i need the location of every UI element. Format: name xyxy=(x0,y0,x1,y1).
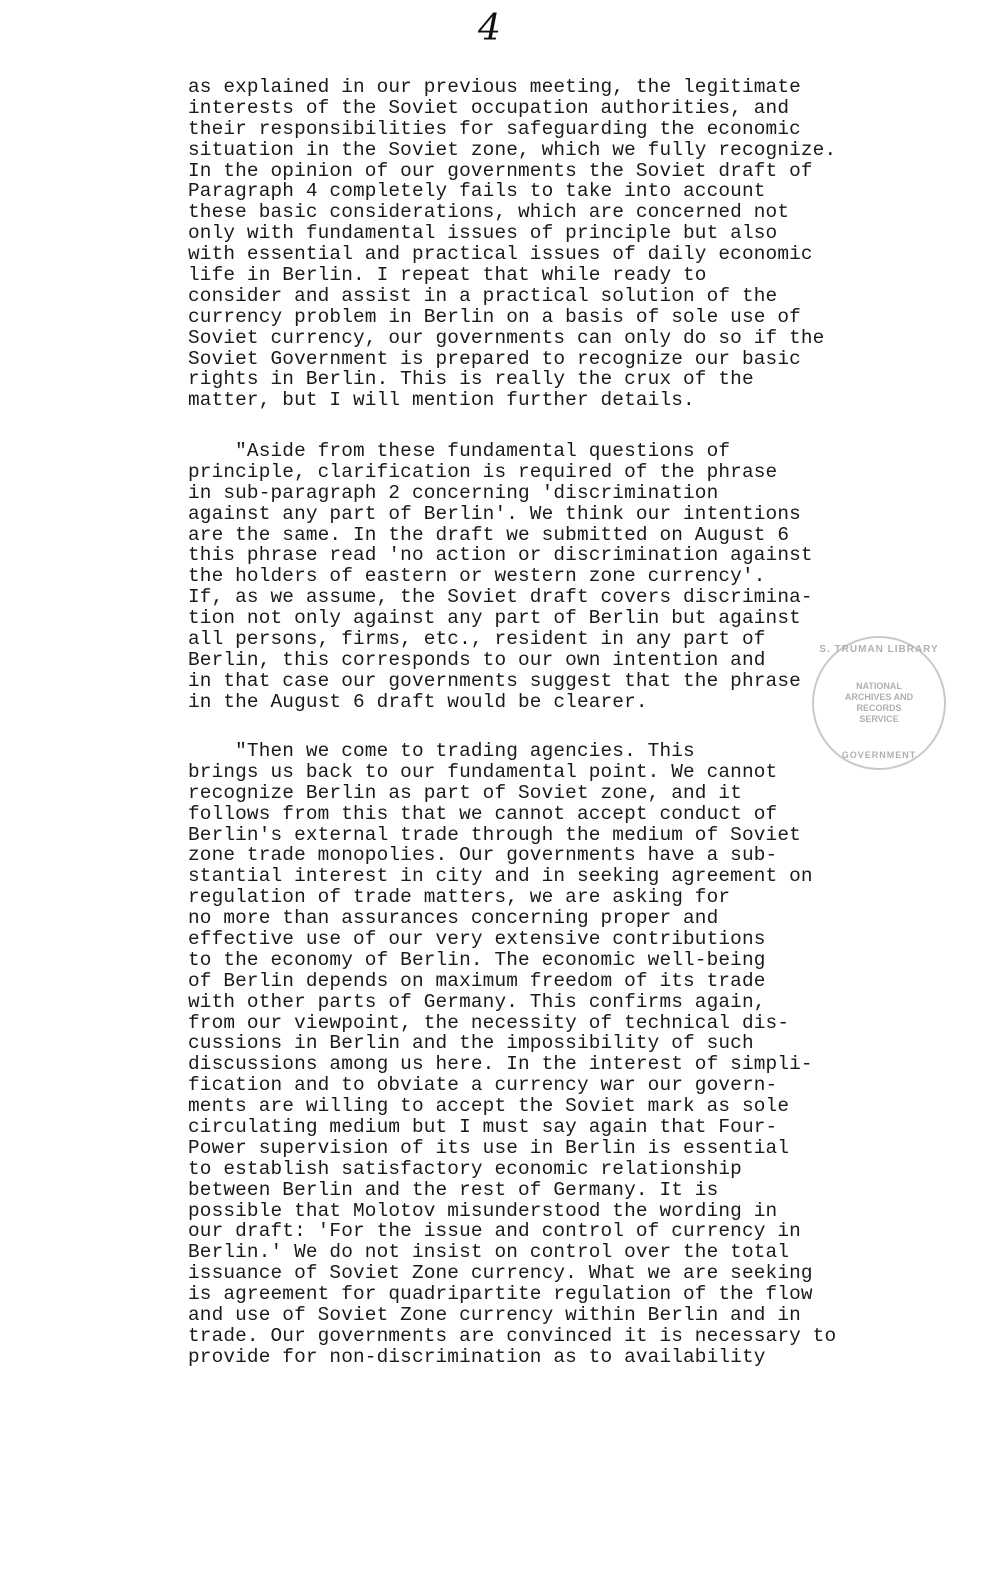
text-line: rights in Berlin. This is really the crux of the xyxy=(188,368,754,391)
text-line: only with fundamental issues of principle but also xyxy=(188,222,778,245)
text-line: with other parts of Germany. This confirms again, xyxy=(188,990,766,1013)
text-line: no more than assurances concerning proper and xyxy=(188,907,719,930)
paragraph-2 xyxy=(188,441,908,713)
text-line: from our viewpoint, the necessity of technical dis- xyxy=(188,1011,790,1034)
text-line: Paragraph 4 completely fails to take into account xyxy=(188,180,766,203)
text-line: Berlin.' We do not insist on control over the total xyxy=(188,1241,790,1264)
text-line: "Then we come to trading agencies. This xyxy=(188,740,695,762)
text-line: in that case our governments suggest that the phrase xyxy=(188,669,801,692)
text-line: brings us back to our fundamental point. We cannot xyxy=(188,760,778,783)
text-line: Soviet Government is prepared to recognize our basic xyxy=(188,347,801,370)
text-line: matter, but I will mention further details. xyxy=(188,389,695,412)
text-line: "Aside from these fundamental questions of xyxy=(188,440,731,462)
text-line: Berlin, this corresponds to our own intention and xyxy=(188,648,766,671)
text-line: this phrase read 'no action or discrimination against xyxy=(188,544,813,567)
stamp-bottom-text: GOVERNMENT xyxy=(841,750,917,760)
text-line: Soviet currency, our governments can only do so if the xyxy=(188,326,825,349)
text-line: effective use of our very extensive contributions xyxy=(188,928,766,951)
text-line: against any part of Berlin'. We think our intentions xyxy=(188,502,801,525)
text-line: Power supervision of its use in Berlin is essential xyxy=(188,1136,790,1159)
text-line: these basic considerations, which are concerned not xyxy=(188,201,790,224)
text-line: regulation of trade matters, we are asking for xyxy=(188,886,731,909)
text-line: and use of Soviet Zone currency within Berlin and in xyxy=(188,1304,801,1327)
stamp-inner-line-4: SERVICE xyxy=(859,714,899,724)
text-line: Berlin's external trade through the medium of Soviet xyxy=(188,823,801,846)
text-line: interests of the Soviet occupation authorities, and xyxy=(188,96,790,119)
text-line: follows from this that we cannot accept conduct of xyxy=(188,802,778,825)
stamp-inner-line-3: RECORDS xyxy=(856,703,902,713)
text-line: are the same. In the draft we submitted on August 6 xyxy=(188,523,790,546)
text-line: stantial interest in city and in seeking agreement on xyxy=(188,865,813,888)
text-line: currency problem in Berlin on a basis of sole use of xyxy=(188,305,801,328)
text-line: our draft: 'For the issue and control of currency in xyxy=(188,1220,801,1243)
text-line: discussions among us here. In the interest of simpli- xyxy=(188,1053,813,1076)
text-line: in sub-paragraph 2 concerning 'discrimination xyxy=(188,481,719,504)
stamp-top-text: S. TRUMAN LIBRARY xyxy=(819,644,939,655)
paragraph-3 xyxy=(188,741,908,1368)
stamp-inner-line-1: NATIONAL xyxy=(856,681,902,691)
text-line: recognize Berlin as part of Soviet zone, and it xyxy=(188,781,742,804)
text-line: the holders of eastern or western zone currency'. xyxy=(188,565,766,588)
text-line: situation in the Soviet zone, which we fully recognize. xyxy=(188,138,837,161)
text-line: life in Berlin. I repeat that while ready to xyxy=(188,264,707,287)
text-line: provide for non-discrimination as to availability xyxy=(188,1345,766,1368)
text-line: In the opinion of our governments the Soviet draft of xyxy=(188,159,813,182)
text-line: If, as we assume, the Soviet draft covers discrimina- xyxy=(188,586,813,609)
text-line: circulating medium but I must say again that Four- xyxy=(188,1116,778,1139)
text-line: of Berlin depends on maximum freedom of its trade xyxy=(188,969,766,992)
archive-stamp xyxy=(812,636,946,770)
stamp-inner-line-2: ARCHIVES AND xyxy=(844,692,914,702)
page-number: 4 xyxy=(478,8,501,49)
text-line: zone trade monopolies. Our governments have a sub- xyxy=(188,844,778,867)
text-line: as explained in our previous meeting, the legitimate xyxy=(188,76,801,98)
text-line: possible that Molotov misunderstood the wording in xyxy=(188,1199,778,1222)
text-line: ments are willing to accept the Soviet mark as sole xyxy=(188,1095,790,1118)
text-line: cussions in Berlin and the impossibility of such xyxy=(188,1032,754,1055)
text-line: fication and to obviate a currency war our govern- xyxy=(188,1074,778,1097)
text-line: issuance of Soviet Zone currency. What we are seeking xyxy=(188,1262,813,1285)
text-line: their responsibilities for safeguarding the economic xyxy=(188,117,801,140)
text-line: all persons, firms, etc., resident in any part of xyxy=(188,628,766,651)
text-line: with essential and practical issues of daily economic xyxy=(188,243,813,266)
text-line: tion not only against any part of Berlin but against xyxy=(188,607,801,630)
text-line: trade. Our governments are convinced it is necessary to xyxy=(188,1324,837,1347)
text-line: to the economy of Berlin. The economic well-being xyxy=(188,948,766,971)
text-line: principle, clarification is required of the phrase xyxy=(188,460,778,483)
text-line: between Berlin and the rest of Germany. It is xyxy=(188,1178,719,1201)
text-line: is agreement for quadripartite regulation of the flow xyxy=(188,1283,813,1306)
text-line: consider and assist in a practical solution of the xyxy=(188,284,778,307)
text-line: in the August 6 draft would be clearer. xyxy=(188,690,648,713)
text-line: to establish satisfactory economic relationship xyxy=(188,1157,742,1180)
paragraph-1 xyxy=(188,77,908,411)
